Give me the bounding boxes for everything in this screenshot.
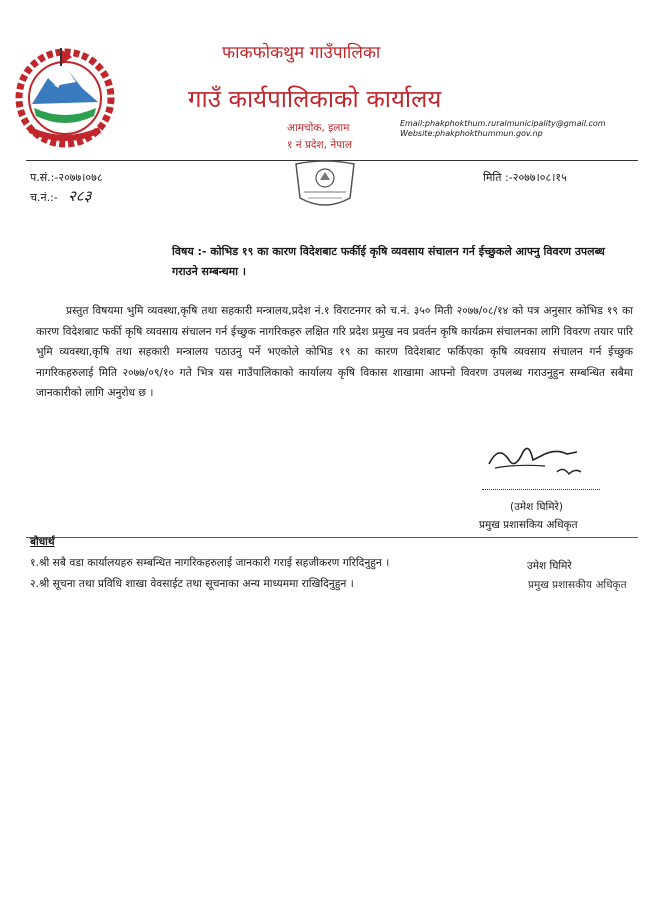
cc-item-1: १.श्री सबै वडा कार्यालयहरु सम्बन्धित नागरिकहरुलाई जानकारी गराई सहजीकरण गरिदिनुहुन । [30,556,390,569]
subject-block [172,242,627,282]
address-line-1: आमचोक, इलाम [287,122,350,134]
subject-text: कोभिड १९ का कारण विदेशबाट फर्कीई कृषि व्यवसाय संचालन गर्न ईच्छुकले आफ्नु विवरण उपलब्ध गराउने सम्बन्धमा । [172,245,605,278]
designation-stamp: प्रमुख प्रशासकीय अधिकृत [528,579,627,591]
signatory-name: (उमेश घिमिरे) [510,501,563,513]
office-name: गाउँ कार्यपालिकाको कार्यालय [188,85,442,113]
letter-body: प्रस्तुत विषयमा भुमि व्यवस्था,कृषि तथा सहकारी मन्त्रालय,प्रदेश नं.१ विराटनगर को च.नं. ३५० मिती २०७७/०८/१४ को पत्र अनुसार कोभिड १९ का कारण विदेशबाट फर्की कृषि व्यवसाय संचालन गर्न ईच्छुक नागरिकहरु लक्षित गरि प्रदेश प्रमुख नव प्रवर्तन कृषि कार्यक्रम संचालनका लागि विवरण तयार पारि भुमि व्यवस्था,कृषि तथा सहकारी मन्त्रालय पठाउनु पर्ने भएकोले कोभिड १९ का कारण विदेशबाट फर्किएका कृषि व्यवसाय संचालन गर्न ईच्छुक नागरिकहरुलाई मिति २०७७/०९/१० गते भित्र यस गाउँपालिकाको कार्यालय कृषि विकास शाखामा आफ्नो विवरण उपलब्ध गराउनुहुन सम्बन्धित सबैमा जानकारीको लागि अनुरोध छ । [36,304,633,399]
dispatch-number-handwritten: २८३ [68,187,92,205]
cc-item-2: २.श्री सूचना तथा प्रविधि शाखा वेवसाईट तथा सूचनाका अन्य माध्यममा राखिदिनुहुन । [30,577,354,590]
municipality-name: फाकफोकथुम गाउँपालिका [222,43,381,63]
nepal-emblem-logo [10,42,120,156]
footer-divider [26,537,638,538]
address-line-2: १ नं प्रदेश, नेपाल [287,139,352,151]
letter-reference-number: प.सं.:-२०७७।०७८ [30,171,103,184]
signatory-designation: प्रमुख प्रशासकिय अधिकृत [479,519,578,531]
dispatch-number-label: च.नं.:- [30,191,58,204]
email-text: Email:phakphokthum.ruralmunicipality@gmail.com [400,119,606,128]
subject-label: विषय :- [172,245,207,258]
name-stamp: उमेश घिमिरे [527,560,572,572]
office-stamp [290,160,360,216]
letter-date: मिति :-२०७७।०८।१५ [483,171,567,184]
handwritten-signature [485,438,605,490]
cc-label: बोधार्थ [30,536,55,548]
signature-line [482,489,600,490]
website-text: Website:phakphokthummun.gov.np [400,129,543,138]
